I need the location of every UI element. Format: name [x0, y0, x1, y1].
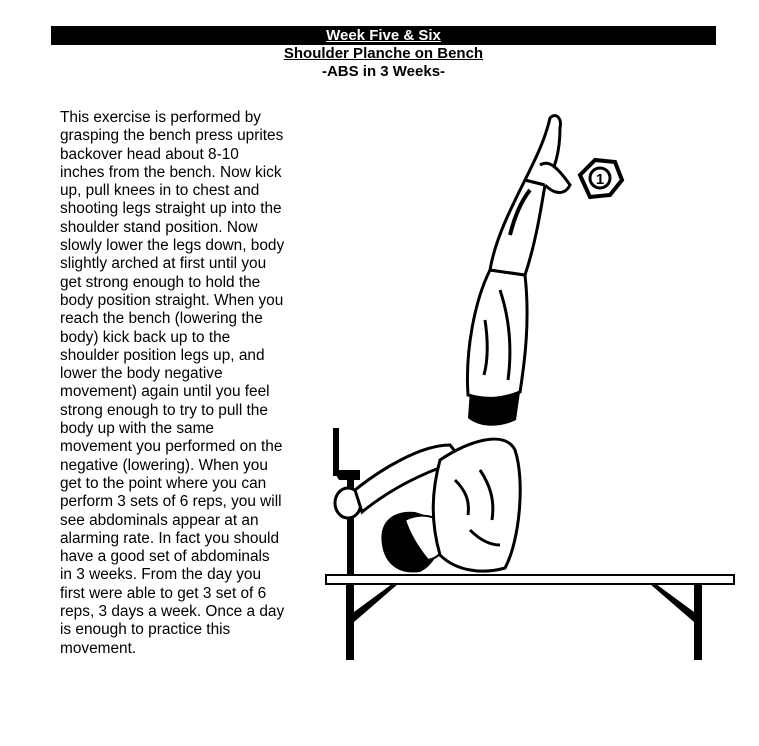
text-line: see abdominals appear at an: [60, 511, 259, 529]
text-line: have a good set of abdominals: [60, 548, 270, 566]
text-line: get strong enough to hold the: [60, 273, 261, 291]
text-line: slowly lower the legs down, body: [60, 237, 285, 255]
exercise-description: [60, 109, 300, 658]
week-heading: Week Five & Six: [326, 27, 441, 44]
text-line: reach the bench (lowering the: [60, 310, 263, 328]
text-line: grasping the bench press uprites: [60, 127, 284, 145]
text-line: inches from the bench. Now kick: [60, 163, 282, 181]
text-line: strong enough to try to pull the: [60, 401, 268, 419]
text-line: first were able to get 3 set of 6: [60, 584, 267, 602]
text-line: movement you performed on the: [60, 438, 283, 456]
text-line: shooting legs straight up into the: [60, 200, 282, 218]
text-line: body up with the same: [60, 420, 214, 438]
text-line: body position straight. When you: [60, 291, 284, 309]
header-bar: [51, 26, 716, 45]
text-line: reps, 3 days a week. Once a day: [60, 603, 285, 621]
exercise-illustration: [320, 105, 740, 670]
text-line: get to the point where you can: [60, 474, 267, 492]
text-line: movement.: [60, 639, 137, 657]
text-line: slightly arched at first until you: [60, 255, 267, 273]
text-line: is enough to practice this: [60, 621, 231, 639]
text-line: negative (lowering). When you: [60, 456, 268, 474]
text-line: up, pull knees in to chest and: [60, 182, 260, 200]
shoulder-planche-figure-icon: [320, 105, 740, 670]
text-line: in 3 weeks. From the day you: [60, 566, 262, 584]
text-line: body) kick back up to the: [60, 328, 231, 346]
text-line: movement) again until you feel: [60, 383, 270, 401]
bench-top: [326, 575, 734, 584]
exercise-title: Shoulder Planche on Bench: [283, 45, 484, 62]
text-line: backover head about 8-10: [60, 145, 239, 163]
text-line: shoulder position legs up, and: [60, 346, 265, 364]
step-number: 1: [595, 171, 605, 188]
text-line: perform 3 sets of 6 reps, you will: [60, 493, 282, 511]
exercise-subtitle: -ABS in 3 Weeks-: [321, 63, 446, 80]
text-line: alarming rate. In fact you should: [60, 529, 280, 547]
text-line: shoulder stand position. Now: [60, 218, 258, 236]
step-number-badge: [580, 160, 622, 197]
text-line: This exercise is performed by: [60, 109, 262, 126]
text-line: lower the body negative: [60, 365, 223, 383]
